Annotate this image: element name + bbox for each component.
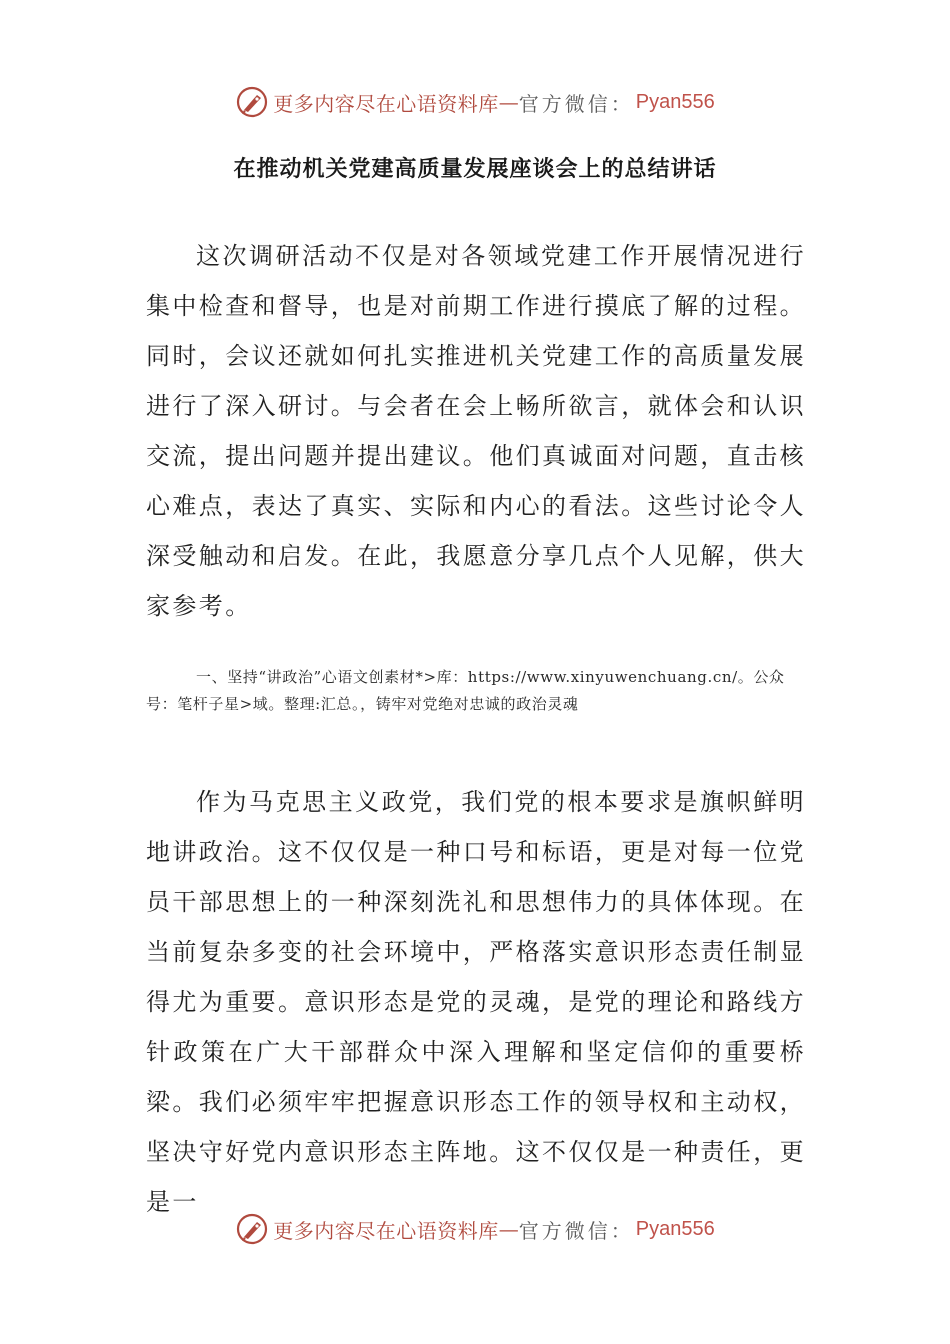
banner-main-text: 更多内容尽在心语资料库 xyxy=(273,91,499,116)
banner-wechat-label: 官方微信： xyxy=(518,91,634,116)
header-watermark-banner xyxy=(0,82,950,122)
pen-nib-logo-icon xyxy=(235,85,269,119)
banner-wechat-label: 官方微信： xyxy=(518,1218,634,1243)
document-title: 在推动机关党建高质量发展座谈会上的总结讲话 xyxy=(233,157,717,182)
banner-main-text: 更多内容尽在心语资料库 xyxy=(273,1218,499,1243)
body-paragraph-2: 作为马克思主义政党，我们党的根本要求是旗帜鲜明地讲政治。这不仅仅是一种口号和标语，更是对每一位党员干部思想上的一种深刻洗礼和思想伟力的具体体现。在当前复杂多变的社会环境中，严格落实意识形态责任制显得尤为重要。意识形态是党的灵魂，是党的理论和路线方针政策在广大干部群众中深入理解和坚定信仰的重要桥梁。我们必须牢牢把握意识形态工作的领导权和主动权，坚决守好党内意识形态主阵地。这不仅仅是一种责任，更是一 xyxy=(146,788,806,1216)
banner-wechat-id: Pyan556 xyxy=(635,90,715,113)
pen-nib-logo-icon xyxy=(235,1212,269,1246)
section-heading-1: 一、坚持“讲政治”心语文创素材*>库：https://www.xinyuwenchuang.cn/。公众号：笔杆子星>域。整理:汇总。，铸牢对党绝对忠诚的政治灵魂 xyxy=(146,668,785,713)
banner-wechat-id: Pyan556 xyxy=(635,1217,715,1240)
banner-separator: — xyxy=(498,90,519,114)
footer-watermark-banner xyxy=(0,1209,950,1249)
body-paragraph-1: 这次调研活动不仅是对各领域党建工作开展情况进行集中检查和督导，也是对前期工作进行摸底了解的过程。同时，会议还就如何扎实推进机关党建工作的高质量发展进行了深入研讨。与会者在会上畅所欲言，就体会和认识交流，提出问题并提出建议。他们真诚面对问题，直击核心难点，表达了真实、实际和内心的看法。这些讨论令人深受触动和启发。在此，我愿意分享几点个人见解，供大家参考。 xyxy=(146,242,806,620)
banner-separator: — xyxy=(498,1217,519,1241)
